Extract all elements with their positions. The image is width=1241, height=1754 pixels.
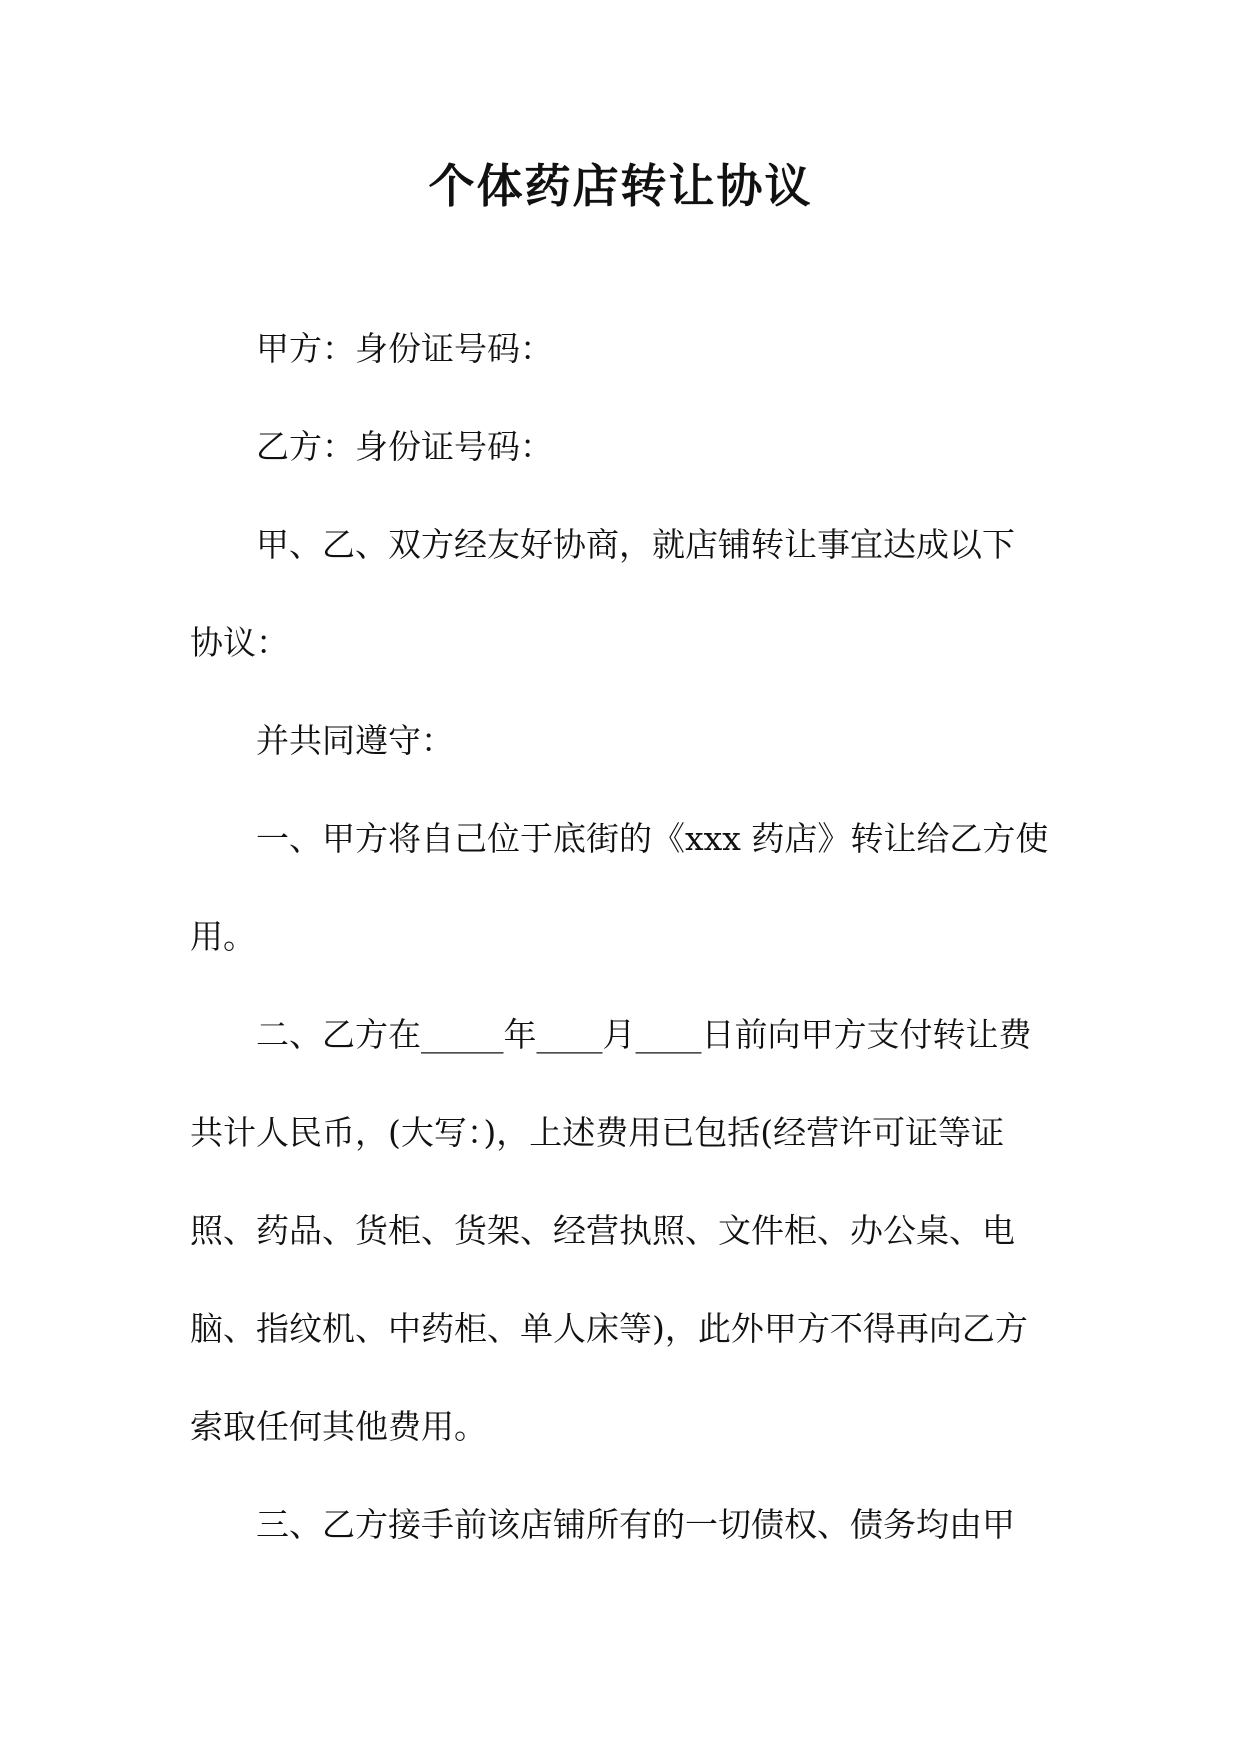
compliance-line: 并共同遵守： — [256, 721, 454, 760]
party-b-line: 乙方：身份证号码： — [256, 427, 553, 466]
preamble-continuation: 协议： — [190, 623, 289, 662]
clause-2-continuation: 脑、指纹机、中药柜、单人床等)，此外甲方不得再向乙方 — [190, 1309, 1028, 1348]
clause-2-line: 二、乙方在_____年____月____日前向甲方支付转让费 — [256, 1015, 1032, 1054]
clause-2-continuation: 索取任何其他费用。 — [190, 1407, 487, 1446]
clause-1-continuation: 用。 — [190, 917, 256, 956]
clause-3-line: 三、乙方接手前该店铺所有的一切债权、债务均由甲 — [256, 1505, 1015, 1544]
clause-2-continuation: 共计人民币，(大写：)，上述费用已包括(经营许可证等证 — [190, 1113, 1005, 1152]
party-a-line: 甲方：身份证号码： — [256, 329, 553, 368]
clause-1-line: 一、甲方将自己位于底街的《xxx 药店》转让给乙方使 — [256, 819, 1049, 858]
clause-2-continuation: 照、药品、货柜、货架、经营执照、文件柜、办公桌、电 — [190, 1211, 1015, 1250]
document-title: 个体药店转让协议 — [428, 159, 813, 213]
preamble-line: 甲、乙、双方经友好协商，就店铺转让事宜达成以下 — [256, 525, 1015, 564]
document-body — [190, 300, 1075, 1574]
